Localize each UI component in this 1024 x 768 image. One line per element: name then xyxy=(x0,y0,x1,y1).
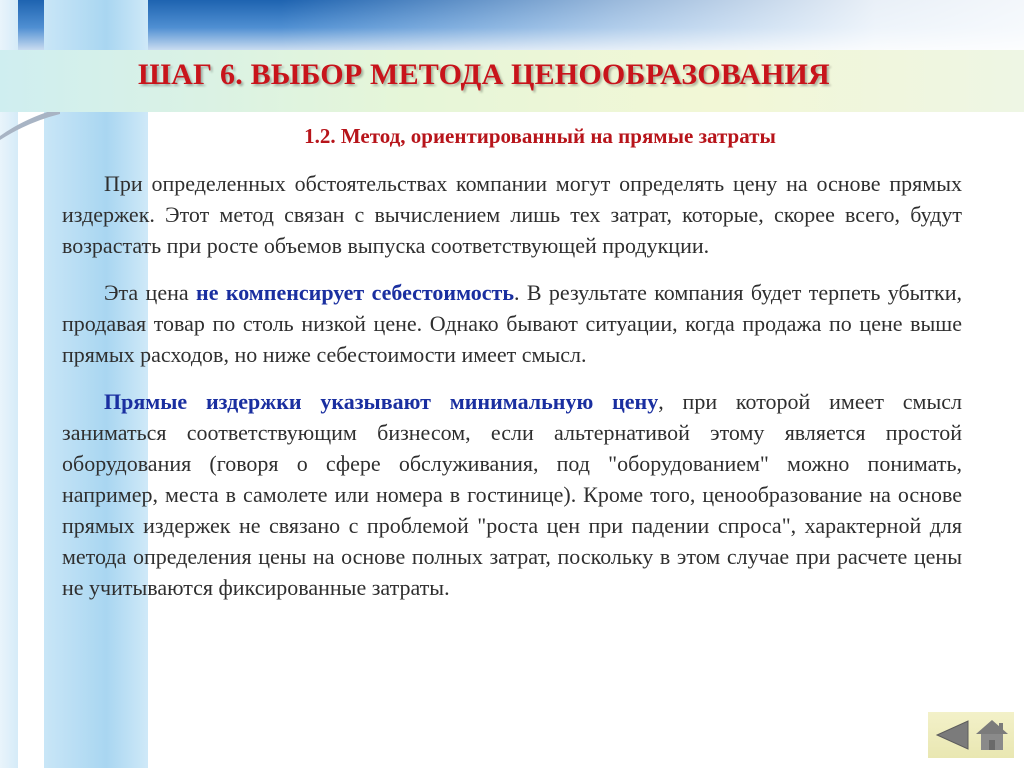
header-band xyxy=(0,0,1024,50)
highlight-min-price: Прямые издержки указывают минимальную цену xyxy=(104,389,659,414)
paragraph-2 xyxy=(62,277,962,370)
home-icon[interactable] xyxy=(974,717,1010,753)
paragraph-3-end: , при которой имеет смысл заниматься соответствующим бизнесом, если альтернативой этому является простой оборудования (говоря о сфере обслуживания, под "оборудованием" можно понимать, например, места в самолете или номера в гостинице). Кроме того, ценообразование на основе прямых издержек не связано с проблемой "роста цен при падении спроса", характерной для метода определения цены на основе полных затрат, поскольку в этом случае при расчете цены не учитываются фиксированные затраты. xyxy=(62,389,962,600)
highlight-no-cost-compensation: не компенсирует себестоимость xyxy=(196,280,514,305)
triangle-left-icon[interactable] xyxy=(934,719,970,751)
paragraph-2-start: Эта цена xyxy=(104,280,197,305)
slide-body xyxy=(62,168,962,619)
paragraph-3 xyxy=(62,386,962,603)
slide-subtitle: 1.2. Метод, ориентированный на прямые затраты xyxy=(304,124,776,148)
header-shine xyxy=(280,0,1024,50)
paragraph-2-end: . В результате компания будет терпеть убытки, продавая товар по столь низкой цене. Однако бывают ситуации, когда продажа по цене выше прямых расходов, но ниже себестоимости имеет смысл. xyxy=(62,280,963,367)
slide-title: ШАГ 6. ВЫБОР МЕТОДА ЦЕНООБРАЗОВАНИЯ xyxy=(138,58,830,91)
navigation-panel xyxy=(928,712,1014,758)
paragraph-1: При определенных обстоятельствах компании могут определять цену на основе прямых издержек. Этот метод связан с вычислением лишь тех затрат, которые, скорее всего, будут возрастать при росте объемов выпуска соответствующей продукции. xyxy=(62,171,962,258)
